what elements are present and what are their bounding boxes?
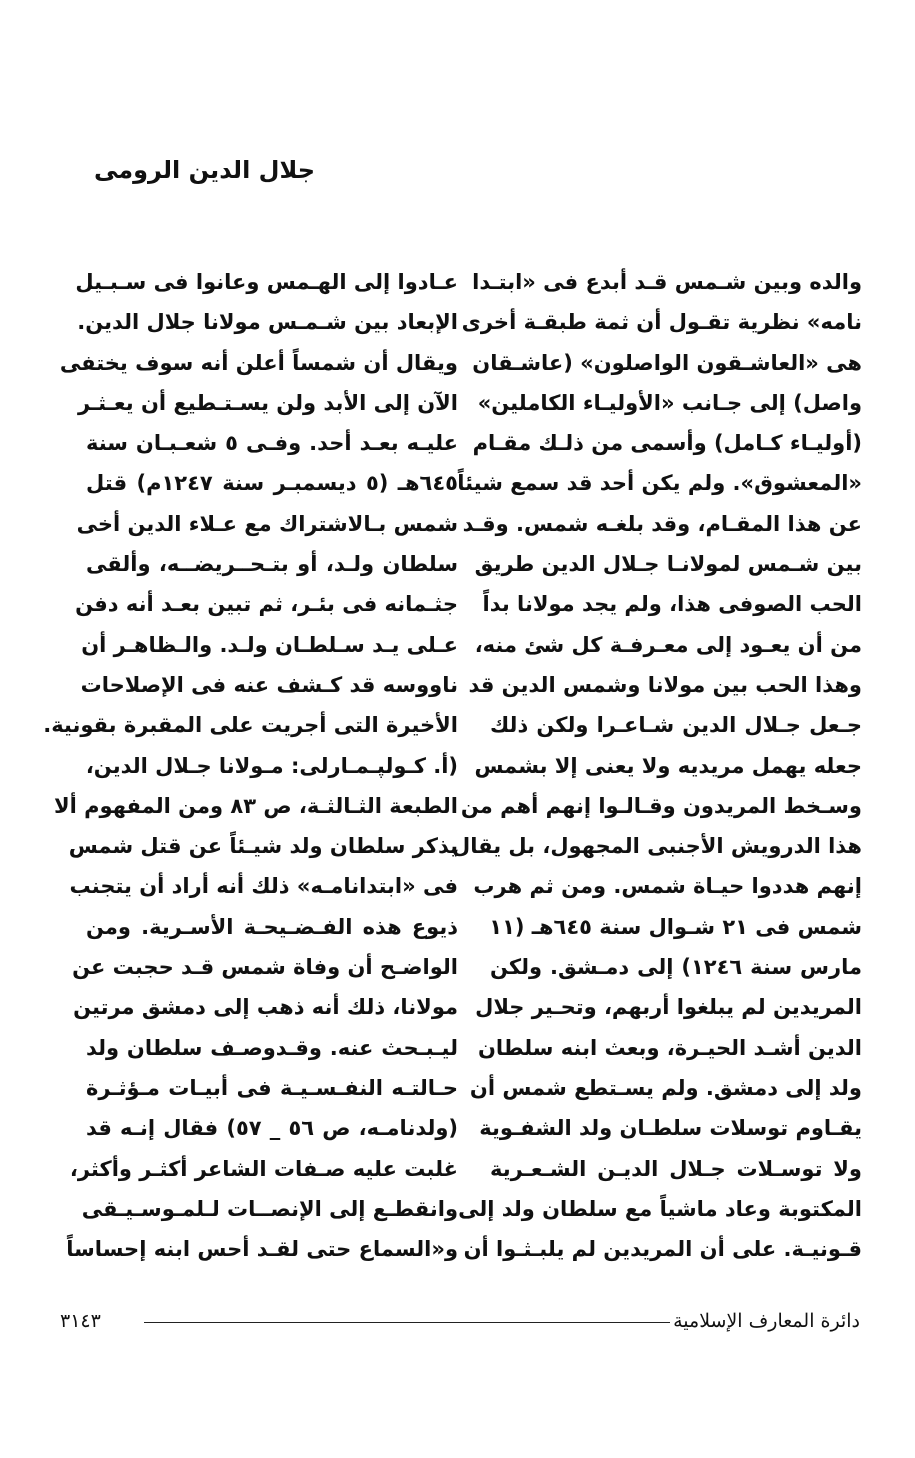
text-line: غلبت عليه صـفات الشاعر أكثـر وأكثر، xyxy=(69,1156,458,1181)
text-line: جـعل جـلال الدين شـاعـرا ولكن ذلك xyxy=(490,713,862,738)
text-line: عن هذا المقـام، وقد بلغـه شمس. وقـد xyxy=(462,511,862,536)
text-line: وسـخط المريدون وقـالـوا إنهم أهم من xyxy=(460,793,862,818)
text-line: يقـاوم توسلات سلطـان ولد الشفـوية xyxy=(479,1116,862,1141)
text-line: نامه» نظرية تقـول أن ثمة طبقـة أخرى xyxy=(461,310,862,335)
text-line: (أوليـاء كـامل) وأسمى من ذلـك مقـام xyxy=(472,431,862,456)
text-line: «المعشوق». ولم يكن أحد قد سمع شيئاً xyxy=(457,471,862,496)
page-footer xyxy=(60,1306,860,1336)
text-line: مولانا، ذلك أنه ذهب إلى دمشق مرتين xyxy=(73,995,458,1020)
text-line: (ولدنامـه، ص ٥٦ _ ٥٧) فقال إنـه قد xyxy=(86,1116,458,1141)
text-line: فى «ابتدانامـه» ذلك أنه أراد أن يتجنب xyxy=(69,874,458,899)
text-column-right xyxy=(452,262,862,1269)
page-number: ٣١٤٣ xyxy=(60,1310,101,1332)
text-line: عـادوا إلى الهـمس وعانوا فى سـبـيل xyxy=(75,270,458,294)
text-line: المكتوبة وعاد ماشياً مع سلطان ولد إلى xyxy=(458,1196,862,1221)
text-line: يذكر سلطان ولد شيـئاً عن قتل شمس xyxy=(68,834,458,859)
text-line: ليـبـحث عنه. وقـدوصـف سلطان ولد xyxy=(86,1035,458,1060)
text-line: سلطان ولـد، أو بتـحــريضــه، وألقى xyxy=(86,552,458,577)
text-line: ولا توسـلات جـلال الديـن الشـعـرية xyxy=(490,1156,862,1181)
text-line: عليـه بعـد أحد. وفـى ٥ شعـبـان سنة xyxy=(86,431,458,456)
text-line: من أن يعـود إلى معـرفـة كل شئ منه، xyxy=(474,632,862,657)
text-line: والده وبين شـمس قـد أبدع فى «ابتـدا xyxy=(472,270,862,294)
text-column-left xyxy=(43,262,458,1269)
text-line: الدين أشـد الحيـرة، وبعث ابنه سلطان xyxy=(477,1035,862,1060)
text-line: ذيوع هذه الفـضـيحـة الأسـرية. ومن xyxy=(86,914,458,939)
publication-title: دائرة المعارف الإسلامية xyxy=(673,1310,860,1332)
text-line: و«السماع حتى لقـد أحس ابنه إحساساً xyxy=(66,1237,458,1262)
running-title: جلال الدين الرومى xyxy=(94,156,315,184)
text-line: واصل) إلى جـانب «الأوليـاء الكاملين» xyxy=(477,390,862,415)
text-line: هذا الدرويش الأجنبى المجهول، بل يقال xyxy=(452,834,862,859)
text-line: الإبعاد بين شـمـس مولانا جلال الدين. xyxy=(77,310,458,335)
text-line: جعله يهمل مريديه ولا يعنى إلا بشمس xyxy=(474,753,862,778)
text-line: الطبعة الثـالثـة، ص ٨٣ ومن المفهوم ألا xyxy=(53,793,458,818)
text-line: وهذا الحب بين مولانا وشمس الدين قد xyxy=(468,672,862,697)
text-line: وانقطـع إلى الإنصــات لـلمـوسـيـقى xyxy=(81,1196,458,1221)
text-line: الآن إلى الأبد ولن يسـتـطيع أن يعـثـر xyxy=(77,390,458,415)
text-line: مارس سنة ١٢٤٦) إلى دمـشق. ولكن xyxy=(490,955,862,980)
text-line: ناووسه قد كـشف عنه فى الإصلاحات xyxy=(80,672,458,697)
text-line: (أ. كـولپـمـارلى: مـولانا جـلال الدين، xyxy=(85,753,458,778)
text-line: حـالتـه النفـسـيـة فى أبيـات مـؤثـرة xyxy=(86,1075,458,1100)
footer-rule xyxy=(144,1322,670,1323)
text-line: ويقال أن شمساً أعلن أنه سوف يختفى xyxy=(59,350,458,375)
text-line: الأخيرة التى أجريت على المقبرة بقونية. xyxy=(43,713,458,738)
text-line: هى «العاشـقون الواصلون» (عاشـقان xyxy=(472,350,862,375)
text-line: ولد إلى دمشق. ولم يسـتطع شمس أن xyxy=(469,1075,862,1100)
text-line: ٦٤٥هـ (٥ ديسمبـر سنة ١٢٤٧م) قتل xyxy=(86,471,458,496)
text-line: المريدين لم يبلغوا أربهم، وتحـير جلال xyxy=(475,995,862,1020)
text-line: شمس بـالاشتراك مع عـلاء الدين أخى xyxy=(76,511,458,536)
text-line: جثـمانه فى بئـر، ثم تبين بعـد أنه دفن xyxy=(75,592,458,617)
text-line: الحب الصوفى هذا، ولم يجد مولانا بداً xyxy=(482,592,862,617)
text-line: شمس فى ٢١ شـوال سنة ٦٤٥هـ (١١ xyxy=(489,914,862,939)
text-line: إنهم هددوا حيـاة شمس. ومن ثم هرب xyxy=(473,874,862,899)
text-line: عـلى يـد سـلطـان ولـد. والـظاهـر أن xyxy=(81,632,458,657)
text-line: الواضـح أن وفاة شمس قـد حجبت عن xyxy=(72,955,458,980)
text-line: قـونيـة. على أن المريدين لم يلبـثـوا أن xyxy=(463,1237,862,1262)
text-line: بين شـمس لمولانـا جـلال الدين طريق xyxy=(474,552,862,577)
